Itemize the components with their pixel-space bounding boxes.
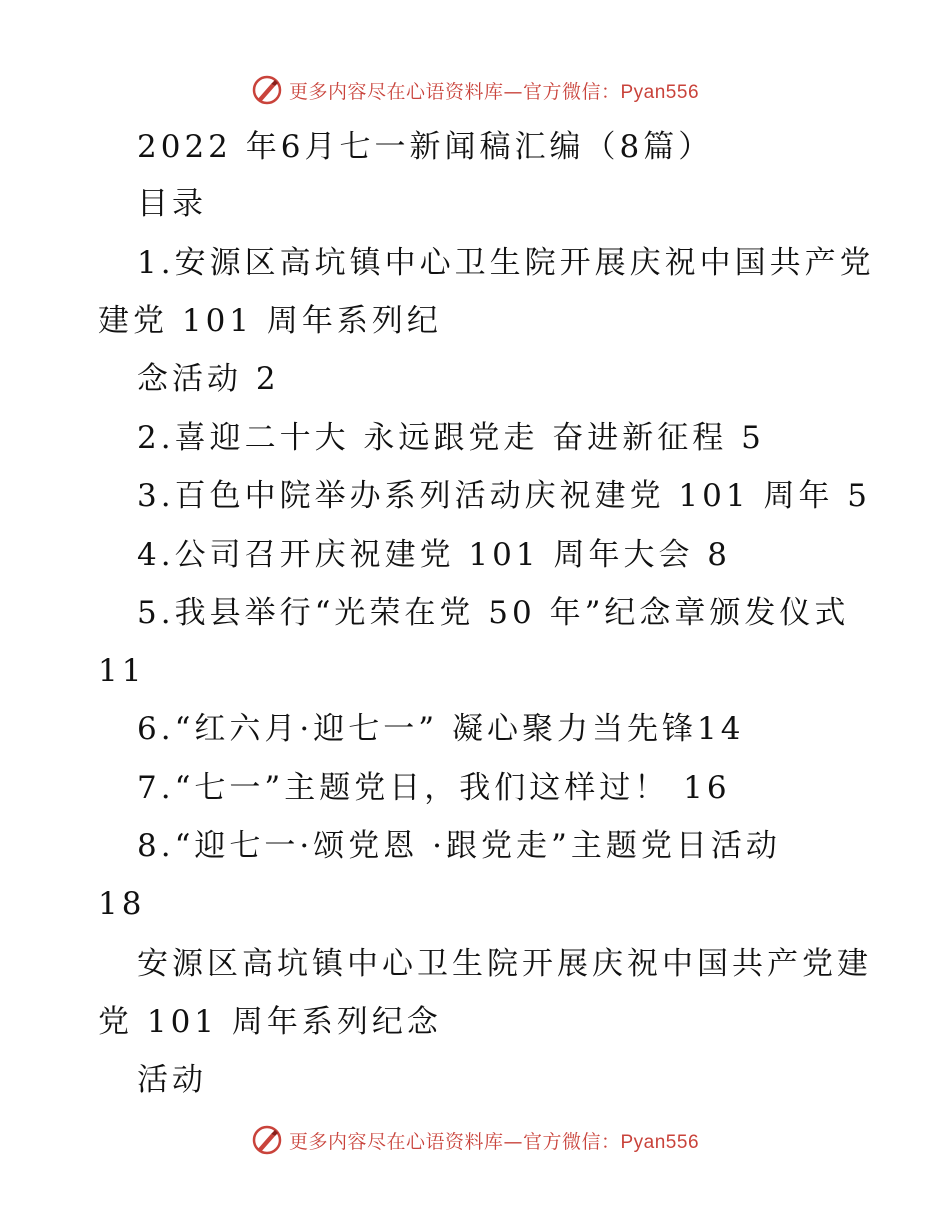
toc-item-2: 2.喜迎二十大 永远跟党走 奋进新征程 5 <box>137 420 765 456</box>
document-title: 2022 年6月七一新闻稿汇编（8篇） <box>137 129 714 165</box>
section-heading-cont: 党 101 周年系列纪念 <box>98 1004 442 1040</box>
watermark-text: 更多内容尽在心语资料库—官方微信：Pyan556 <box>288 80 700 103</box>
section-heading-cont2: 活动 <box>137 1062 207 1098</box>
header-watermark <box>0 70 950 110</box>
section-heading: 安源区高坑镇中心卫生院开展庆祝中国共产党建 <box>137 946 872 982</box>
pen-logo-icon <box>251 74 283 106</box>
toc-item-1-cont2: 念活动 2 <box>137 361 280 397</box>
toc-item-1-cont: 建党 101 周年系列纪 <box>98 303 442 339</box>
watermark-text: 更多内容尽在心语资料库—官方微信：Pyan556 <box>288 1130 700 1153</box>
toc-heading: 目录 <box>137 186 207 222</box>
toc-item-5: 5.我县举行“光荣在党 50 年”纪念章颁发仪式 <box>137 595 850 631</box>
toc-item-5-cont: 11 <box>98 653 146 689</box>
toc-item-8-cont: 18 <box>98 886 146 922</box>
toc-item-7: 7.“七一”主题党日，我们这样过！ 16 <box>137 770 731 806</box>
toc-item-8: 8.“迎七一·颂党恩 ·跟党走”主题党日活动 <box>137 828 781 864</box>
toc-item-6: 6.“红六月·迎七一” 凝心聚力当先锋14 <box>137 711 745 747</box>
toc-item-4: 4.公司召开庆祝建党 101 周年大会 8 <box>137 537 732 573</box>
pen-logo-icon <box>251 1124 283 1156</box>
toc-item-3: 3.百色中院举办系列活动庆祝建党 101 周年 5 <box>137 478 872 514</box>
toc-item-1: 1.安源区高坑镇中心卫生院开展庆祝中国共产党 <box>137 245 875 281</box>
footer-watermark <box>0 1120 950 1160</box>
